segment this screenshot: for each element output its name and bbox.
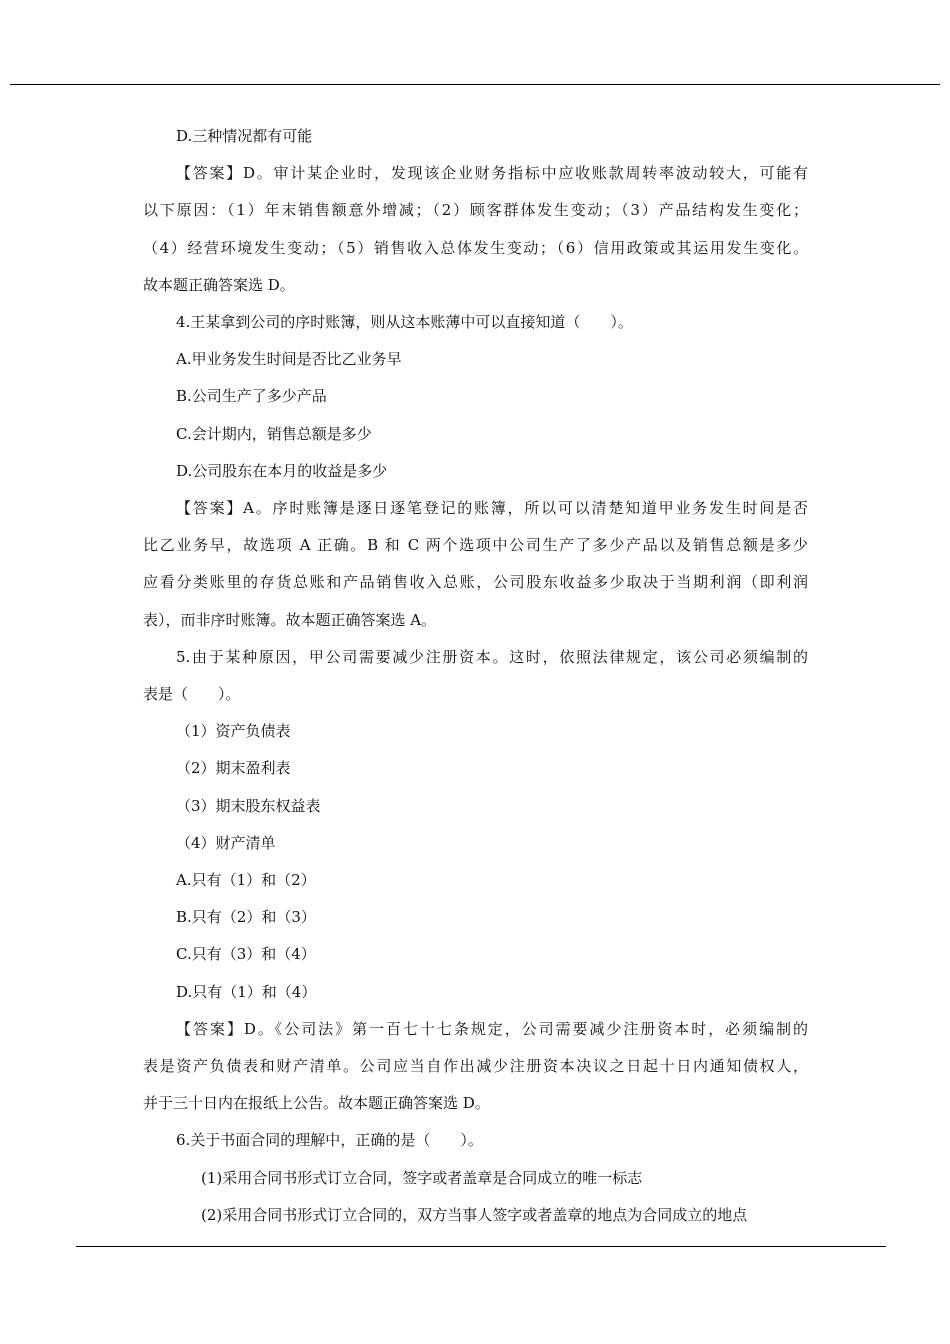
question-6: 6.关于书面合同的理解中，正确的是（ ）。 (176, 1131, 483, 1150)
answer-4-line-1: 【答案】A。序时账簿是逐日逐笔登记的账簿，所以可以清楚知道甲业务发生时间是否 (176, 499, 808, 518)
item-5-2: （2）期末盈利表 (176, 759, 291, 778)
option-4b: B.公司生产了多少产品 (176, 387, 327, 406)
option-3d: D.三种情况都有可能 (176, 127, 313, 145)
answer-4-line-2: 比乙业务早，故选项 A 正确。B 和 C 两个选项中公司生产了多少产品以及销售总额是多少 (143, 536, 808, 555)
question-4: 4.王某拿到公司的序时账簿，则从这本账薄中可以直接知道（ ）。 (176, 313, 633, 332)
option-5b: B.只有（2）和（3） (176, 908, 316, 927)
answer-3-line-2: 以下原因：（1）年末销售额意外增减；（2）顾客群体发生变动；（3）产品结构发生变化； (143, 201, 808, 220)
item-5-4: （4）财产清单 (176, 833, 276, 852)
question-5-line-1: 5.由于某种原因，甲公司需要减少注册资本。这时，依照法律规定，该公司必须编制的 (176, 647, 808, 666)
answer-5-line-2: 表是资产负债表和财产清单。公司应当自作出减少注册资本决议之日起十日内通知债权人， (143, 1057, 808, 1076)
option-5c: C.只有（3）和（4） (176, 945, 316, 964)
item-5-1: （1）资产负债表 (176, 722, 291, 741)
answer-4-line-3: 应看分类账里的存货总账和产品销售收入总账，公司股东收益多少取决于当期利润（即利润 (143, 573, 808, 592)
answer-4-line-4: 表），而非序时账簿。故本题正确答案选 A。 (143, 610, 437, 629)
item-6-2: (2)采用合同书形式订立合同的，双方当事人签字或者盖章的地点为合同成立的地点 (201, 1205, 748, 1224)
answer-3-line-3: （4）经营环境发生变动；（5）销售收入总体发生变动；（6）信用政策或其运用发生变化。 (143, 238, 808, 257)
option-4a: A.甲业务发生时间是否比乙业务早 (176, 350, 402, 369)
question-5-line-2: 表是（ ）。 (143, 685, 241, 704)
answer-5-line-3: 并于三十日内在报纸上公告。故本题正确答案选 D。 (143, 1094, 490, 1113)
option-4d: D.公司股东在本月的收益是多少 (176, 461, 388, 480)
item-5-3: （3）期末股东权益表 (176, 796, 321, 815)
option-5d: D.只有（1）和（4） (176, 982, 317, 1001)
option-5a: A.只有（1）和（2） (176, 871, 316, 890)
item-6-1: (1)采用合同书形式订立合同，签字或者盖章是合同成立的唯一标志 (201, 1168, 643, 1187)
answer-5-line-1: 【答案】D。《公司法》第一百七十七条规定，公司需要减少注册资本时，必须编制的 (176, 1019, 808, 1038)
answer-3-line-1: 【答案】D。审计某企业时，发现该企业财务指标中应收账款周转率波动较大，可能有 (176, 164, 808, 183)
option-4c: C.会计期内，销售总额是多少 (176, 424, 372, 443)
page-body (143, 118, 808, 1234)
answer-3-line-4: 故本题正确答案选 D。 (143, 275, 295, 294)
footer-rule (76, 1246, 886, 1247)
header-rule (10, 84, 940, 85)
